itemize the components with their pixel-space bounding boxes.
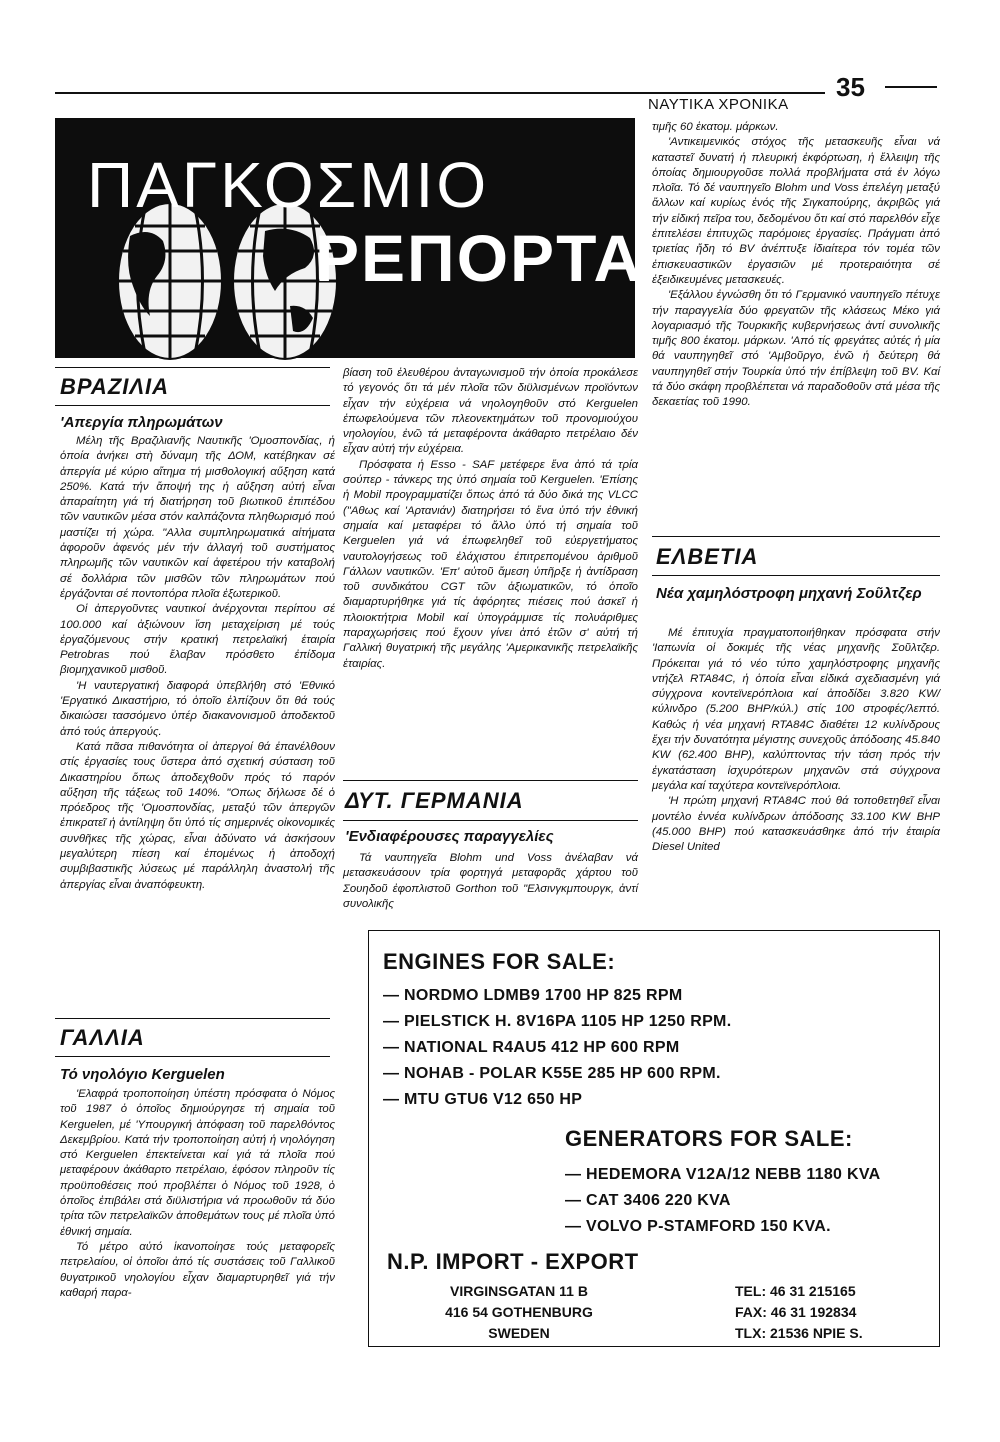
company-contact — [735, 1281, 863, 1344]
rule — [55, 405, 330, 406]
contact-fax: FAX: 46 31 192834 — [735, 1304, 857, 1320]
engine-item: — NOHAB - POLAR K55E 285 HP 600 RPM. — [383, 1065, 721, 1082]
rule — [652, 575, 940, 576]
paragraph: Μέλη τῆς Βραζιλιανῆς Ναυτικῆς 'Ομοσπονδίας, ἡ ὁποία ἀνήκει στὴ δύναμη τῆς ΔΟΜ, κατέβηκαν σέ ἀπεργία μέ κύριο αἴτημα τή μισθολογική αὔξηση κατά 250%. Κατά τήν ἄποψή της ἡ αὔξηση αὐτή εἶναι ἀπαραίτητη γιά τή διατήρηση τοῦ βιωτικοῦ ἐπιπέδου τῶν ναυτικῶν μέσα στόν καλπάζοντα πληθωρισμό πού μαστίζει τή χώρα. "Αλλα συμπληρωματικά αἰτήματα ἀφοροῦν ἀφενός μέν τήν ἀλλαγή τοῦ συστήματος πληρωμῆς τῶν ναυτικῶν καί ἀφετέρου τήν καταβολή σέ δολλάρια τῶν μισθῶν τῶν πληρωμάτων πού ἐργάζονται σέ ποντοπόρα πλοῖα ἐξωτερικοῦ. — [60, 435, 335, 600]
rule — [343, 820, 638, 821]
address-line: VIRGINSGATAN 11 B — [450, 1283, 588, 1299]
company-address — [409, 1281, 629, 1344]
banner-title-bottom: ΡΕΠΟΡΤΑΖ — [315, 221, 686, 295]
address-line: 416 54 GOTHENBURG — [445, 1304, 593, 1320]
publication-name: ΝΑΥΤΙΚΑ ΧΡΟΝΙΚΑ — [648, 96, 789, 113]
engine-item: — NATIONAL R4AU5 412 HP 600 RPM — [383, 1039, 680, 1056]
article-title-switzerland: Νέα χαμηλόστροφη μηχανή Σοῦλτζερ — [656, 585, 922, 602]
company-name: N.P. IMPORT - EXPORT — [387, 1249, 639, 1274]
paragraph: 'Ελαφρά τροποποίηση ὑπέστη πρόσφατα ὁ Νόμος τοῦ 1987 ὁ ὁποῖος δημιούργησε τή σημαία τοῦ Kerguelen, μέ 'Υπουργική ἀπόφαση τοῦ παρελθόντος Δεκεμβρίου. Κατά τήν τροποποίηση αὐτή ἡ νηολόγηση στό Kerguelen ἐπεκτείνεται καί γιά τά πλοῖα πού μεταφέρουν ἀκάθαρτο πετρέλαιο, ἐφόσον πληροῦν τίς προϋποθέσεις πού προβλέπει ὁ Νόμος τοῦ 1928, ὁ ὁποῖος ἐπιβάλει στά διϋλιστήρια νά προωθοῦν τά δύο τρίτα τῶν πετρελαϊκῶν ἀποθεμάτων τους μέ πλοῖα ὑπό ἐθνική σημαία. — [60, 1088, 335, 1238]
engine-item: — NORDMO LDMB9 1700 HP 825 RPM — [383, 987, 683, 1004]
address-line: SWEDEN — [488, 1325, 550, 1341]
article-body-france — [60, 1087, 335, 1301]
header-rule-right — [885, 86, 937, 88]
paragraph: Τά ναυπηγεῖα Blohm und Voss ἀνέλαβαν νά μετασκευάσουν τρία φορτηγά μεταφορᾶς χάρτου τοῦ Σουηδοῦ ἐφοπλιστοῦ Gorthon τοῦ "Ελσινγκμπουργκ, ἀντί συνολικῆς — [343, 852, 638, 910]
rule — [55, 1056, 330, 1057]
banner-title-top: ΠΑΓΚΟΣΜΙΟ — [87, 149, 490, 221]
article-body-germany-cont — [652, 120, 940, 411]
rule — [652, 536, 940, 537]
article-body-brazil — [60, 434, 335, 893]
paragraph: 'Η πρώτη μηχανή RTA84C πού θά τοποθετηθεῖ εἶναι μοντέλο ἐννέα κυλίνδρων ἀπόδοσης 33.100 KW BHP (45.000 BHP) πού κατασκευάσθηκε ἀπό τήν ἑταιρία Diesel United — [652, 795, 940, 854]
page-number: 35 — [836, 72, 865, 102]
engine-item: — PIELSTICK H. 8V16PA 1105 HP 1250 RPM. — [383, 1013, 732, 1030]
paragraph: 'Η ναυτεργατική διαφορά ὑπεβλήθη στό 'Εθνικό 'Εργατικό Δικαστήριο, τό ὁποῖο ἐλπίζουν ὅτι θά τούς δικαιώσει τασσόμενο ὑπέρ διακανονισμοῦ ἀποδεκτοῦ ἀπό τούς ἀπεργούς. — [60, 679, 335, 738]
contact-tlx: TLX: 21536 NPIE S. — [735, 1325, 863, 1341]
article-title-france: Τό νηολόγιο Kerguelen — [60, 1066, 225, 1083]
banner — [55, 118, 686, 358]
paragraph: 'Εξάλλου ἐγνώσθη ὅτι τό Γερμανικό ναυπηγεῖο πέτυχε τήν παραγγελία δύο φρεγατῶν τῆς κλάσεως Μέκο γιά λογαριασμό τῆς Τουρκικῆς κυβερνήσεως ἀντί συνολικῆς τιμῆς 800 ἑκατομ. μάρκων. 'Από τίς φρεγάτες αὐτές ἡ μία θά ναυπηγηθεῖ στό 'Αμβοῦργο, ἐνῶ ἡ δεύτερη θά ναυπηγηθεῖ στήν Τουρκία ὑπό τήν ἐπίβλεψη τοῦ BV. Καί τά δύο σκάφη προβλέπεται νά παραδοθοῦν στά μέσα τῆς δεκαετίας τοῦ 1990. — [652, 289, 940, 409]
article-title-brazil: 'Απεργία πληρωμάτων — [60, 414, 223, 431]
generator-item: — VOLVO P-STAMFORD 150 KVA. — [565, 1218, 831, 1235]
paragraph: τιμῆς 60 ἑκατομ. μάρκων. — [652, 121, 779, 133]
paragraph: Μέ ἐπιτυχία πραγματοποιήθηκαν πρόσφατα στήν 'Ιαπωνία οἱ δοκιμές τῆς νέας μηχανῆς Σοῦλτζερ. Πρόκειται γιά τό νέο τύπο χαμηλόστροφης μηχανῆς ντήζελ RTA84C, ἡ ὁποία εἶναι εἰδικά σχεδιασμένη γιά σύγχρονα κοντεϊνερόπλοια καί ἀποδίδει 3.820 KW/κύλινδρο (5.200 BHP/κύλ.) στίς 100 στροφές/λεπτό. Καθώς ἡ νέα μηχανή RTA84C διαθέτει 12 κυλίνδρους ἔχει τήν δυνατότητα μέγιστης συνεχοῦς ἀπόδοσης 45.840 KW (62.400 BHP), καλύπτοντας τήν τάση πρός τήν ἐγκατάσταση ἰσχυρότερων μηχανῶν στά σύγχρονα μεγάλα καί ταχύτερα κοντεϊνερόπλοια. — [652, 627, 940, 792]
rule — [55, 1018, 330, 1019]
paragraph: βίαση τοῦ ἐλευθέρου ἀνταγωνισμοῦ τήν ὁποία προκάλεσε τό γεγονός ὅτι τά μέν πλοῖα τῶν διϋλισμένων προϊόντων εἶχαν τήν εὐχέρεια νά νηολογηθοῦν στό Kerguelen ἐπωφελούμενα τῶν πλεονεκτημάτων τοῦ προνομιούχου νηολογίου, ἐνῶ τά μεταφέροντα ἀκάθαρτο πετρέλαιο δέν εἶχαν αὐτή τήν εὐχέρεια. — [343, 367, 638, 456]
generator-item: — HEDEMORA V12A/12 NEBB 1180 KVA — [565, 1166, 881, 1183]
generators-heading: GENERATORS FOR SALE: — [565, 1126, 853, 1151]
section-heading-germany: ΔΥΤ. ΓΕΡΜΑΝΙΑ — [345, 788, 524, 813]
article-body-switzerland — [652, 626, 940, 855]
article-body-france-cont — [343, 366, 638, 672]
article-title-germany: 'Ενδιαφέρουσες παραγγελίες — [345, 828, 554, 845]
engine-item: — MTU GTU6 V12 650 HP — [383, 1091, 583, 1108]
paragraph: 'Αντικειμενικός στόχος τῆς μετασκευῆς εἶναι νά καταστεῖ δυνατή ἡ πλευρική ἐκφόρτωση, ἡ ἔλλειψη τῆς ὁποίας δημιουργοῦσε πολλά προβλήματα στά ἐν λόγω πλοῖα. Τό δέ ναυπηγεῖο Blohm und Voss ἐπελέγη μεταξύ ἄλλων καί κυρίως ἐνός τῆς Σιγκαπούρης, ἀκριβῶς γιά τήν εἰδική πεῖρα του, δεδομένου ὅτι καί στό παρελθόν εἶχε ἐπιτελέσει ἐπιτυχῶς παρόμοιες ἐργασίες. Πράγματι ἀπό τριετίας ἤδη τό BV ἀνέπτυξε ἰδιαίτερα τόν τομέα τῶν ἐπισκευαστικῶν ἐργασιῶν μέ προτεραιότητα σέ ἐξειδικευμένες μετασκευές. — [652, 136, 941, 286]
paragraph: Κατά πᾶσα πιθανότητα οἱ ἀπεργοί θά ἐπανέλθουν στίς ἐργασίες τους ὕστερα ἀπό σχετική σύσταση τοῦ Δικαστηρίου ὅπως ἀποδεχθοῦν πρός τό παρόν αὔξηση τῆς τάξεως τοῦ 140%. "Οπως δήλωσε δέ ὁ πρόεδρος τῆς 'Ομοσπονδίας, μεταξύ τῶν ἀπεργῶν ἐπικρατεῖ ἡ ἀντίληψη ὅτι ὑπό τίς σημερινές οἰκονομικές συνθῆκες τῆς χώρας, εἶναι ἀδύνατο νά ἀσκήσουν μεγαλύτερη πίεση καί ἑπομένως ἡ ἀποδοχή συμβιβαστικῆς λύσεως μέ παράλληλη ἀναστολή τῆς ἀπεργίας εἶναι ἀναπόφευκτη. — [60, 740, 335, 891]
rule — [343, 780, 638, 781]
article-body-germany — [343, 851, 638, 912]
advertisement — [368, 930, 940, 1347]
header-rule-left — [55, 92, 825, 94]
paragraph: Πρόσφατα ἡ Esso - SAF μετέφερε ἕνα ἀπό τά τρία σούπερ - τάνκερς της ὑπό σημαία τοῦ Kerguelen. 'Επίσης ἡ Mobil προγραμματίζει ὅπως ἀπό τά δύο δικά της VLCC ("Αθως καί 'Αρτανιάν) διατηρήσει τό ἕνα ὑπό τήν ἐθνική σημαία καί μεταφέρει τό ἄλλο ὑπό τή σημαία τοῦ Kerguelen γιά νά ἐπωφεληθεῖ τοῦ εὐεργετήματος ναυτολογήσεως τοῦ ἐλάχιστου ἐπιτρεπομένου ἀριθμοῦ Γάλλων ναυτικῶν. 'Επ' αὐτοῦ ἄμεση ὑπῆρξε ἡ ἀντίδραση τοῦ συνδικάτου CGT τῶν ἀξιωματικῶν, τό ὁποῖο διαμαρτυρήθηκε γιά τίς ἀφόρητες πιέσεις πού ἀσκεῖ ἡ πλοιοκτήτρια Mobil καί ὑπογράμμισε τίς πολυάριθμες παραχωρήσεις πού ἔχουν γίνει ἀπό ἐτῶν σ' αὐτή τή Γαλλική θυγατρική τῆς μεγάλης 'Αμερικανικῆς πετρελαϊκῆς ἑταιρίας. — [343, 458, 638, 670]
rule — [55, 367, 330, 368]
paragraph: Τό μέτρο αὐτό ἱκανοποίησε τούς μεταφορεῖς πετρελαίου, οἱ ὁποῖοι ἀπό τίς συστάσεις τοῦ Γαλλικοῦ θυγατρικοῦ νηολογίου εἶχαν διαμαρτυρηθεῖ γιά τήν καθαρή παρα- — [60, 1240, 335, 1299]
paragraph: Οἱ ἀπεργοῦντες ναυτικοί ἀνέρχονται περίπου σέ 100.000 καί ἀξιώνουν ἴση μεταχείριση μέ τούς ἐργαζόμενους στήν κρατική πετρελαϊκή ἑταιρία Petrobras πού ἔλαβαν πρόσθετο ἐπίδομα βιομηχανικοῦ μισθοῦ. — [60, 603, 335, 677]
contact-tel: TEL: 46 31 215165 — [735, 1283, 856, 1299]
section-heading-france: ΓΑΛΛΙΑ — [60, 1025, 145, 1050]
section-heading-switzerland: ΕΛΒΕΤΙΑ — [656, 544, 759, 569]
generator-item: — CAT 3406 220 KVA — [565, 1192, 731, 1209]
engines-heading: ENGINES FOR SALE: — [383, 949, 616, 974]
section-heading-brazil: ΒΡΑΖΙΛΙΑ — [60, 374, 170, 399]
